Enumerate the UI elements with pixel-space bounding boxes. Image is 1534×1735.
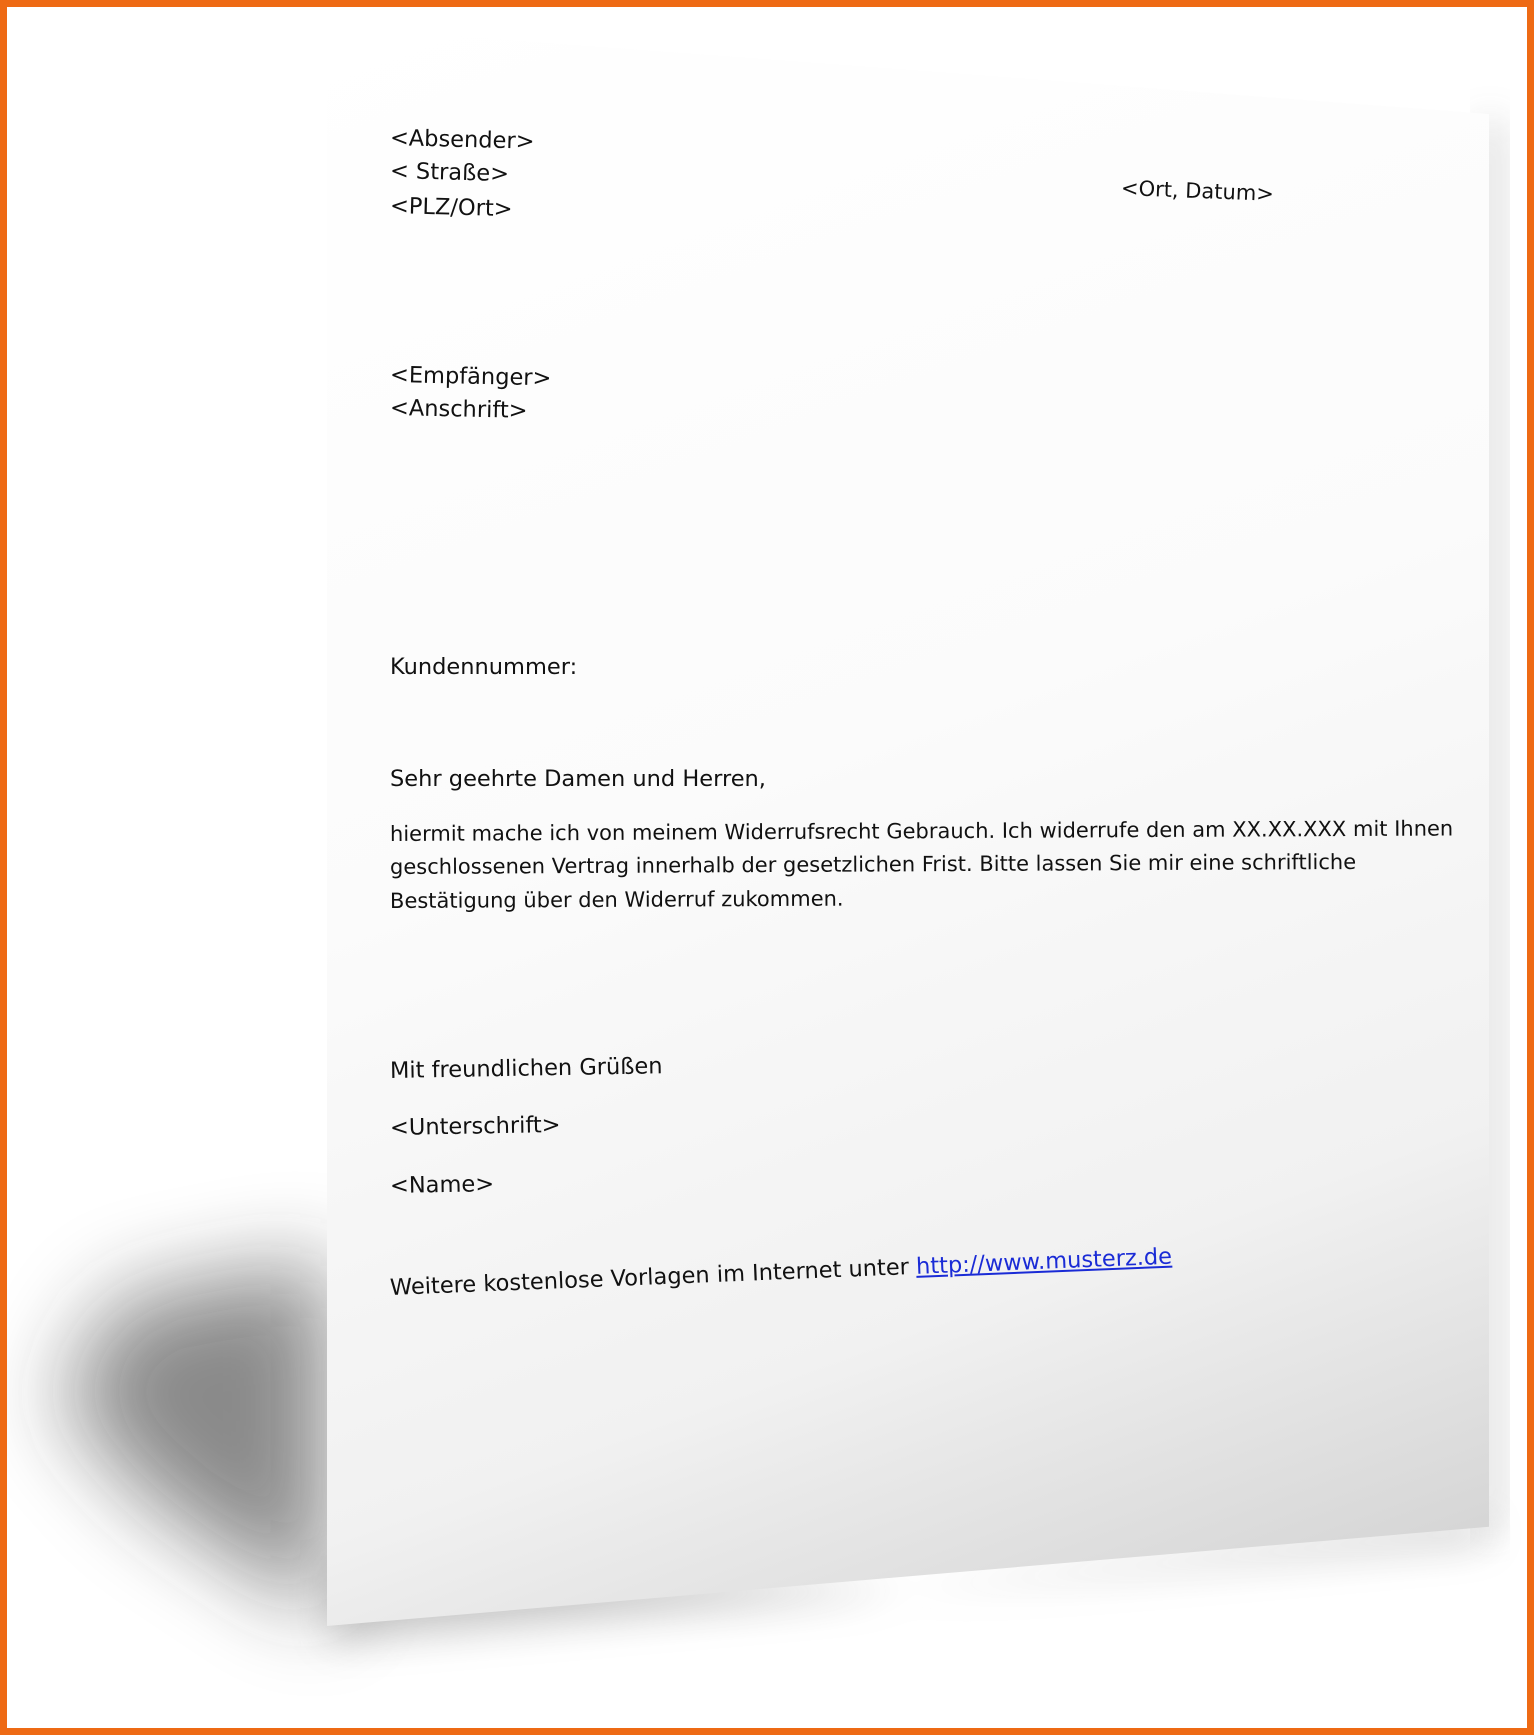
place-date: <Ort, Datum> <box>1120 176 1275 206</box>
signature-placeholder: <Unterschrift> <box>389 1112 561 1141</box>
recipient-name: <Empfänger> <box>389 362 552 392</box>
recipient-address: <Anschrift> <box>389 395 528 424</box>
name-placeholder: <Name> <box>389 1171 495 1199</box>
closing: Mit freundlichen Grüßen <box>389 1053 663 1084</box>
body-line-3: Bestätigung über den Widerruf zukommen. <box>389 886 844 913</box>
body-line-2: geschlossenen Vertrag innerhalb der gesetzlichen Frist. Bitte lassen Sie mir eine schriftliche <box>389 849 1357 879</box>
footer-link[interactable]: http://www.musterz.de <box>915 1243 1173 1280</box>
footer-text: Weitere kostenlose Vorlagen im Internet unter <box>389 1253 917 1301</box>
sender-zip-city: <PLZ/Ort> <box>389 193 513 223</box>
sender-name: <Absender> <box>389 125 535 155</box>
sender-street: < Straße> <box>389 158 510 188</box>
salutation: Sehr geehrte Damen und Herren, <box>390 766 766 792</box>
body-line-1: hiermit mache ich von meinem Widerrufsrecht Gebrauch. Ich widerrufe den am XX.XX.XXX mit Ihnen <box>389 816 1454 846</box>
customer-number-label: Kundennummer: <box>390 654 578 680</box>
